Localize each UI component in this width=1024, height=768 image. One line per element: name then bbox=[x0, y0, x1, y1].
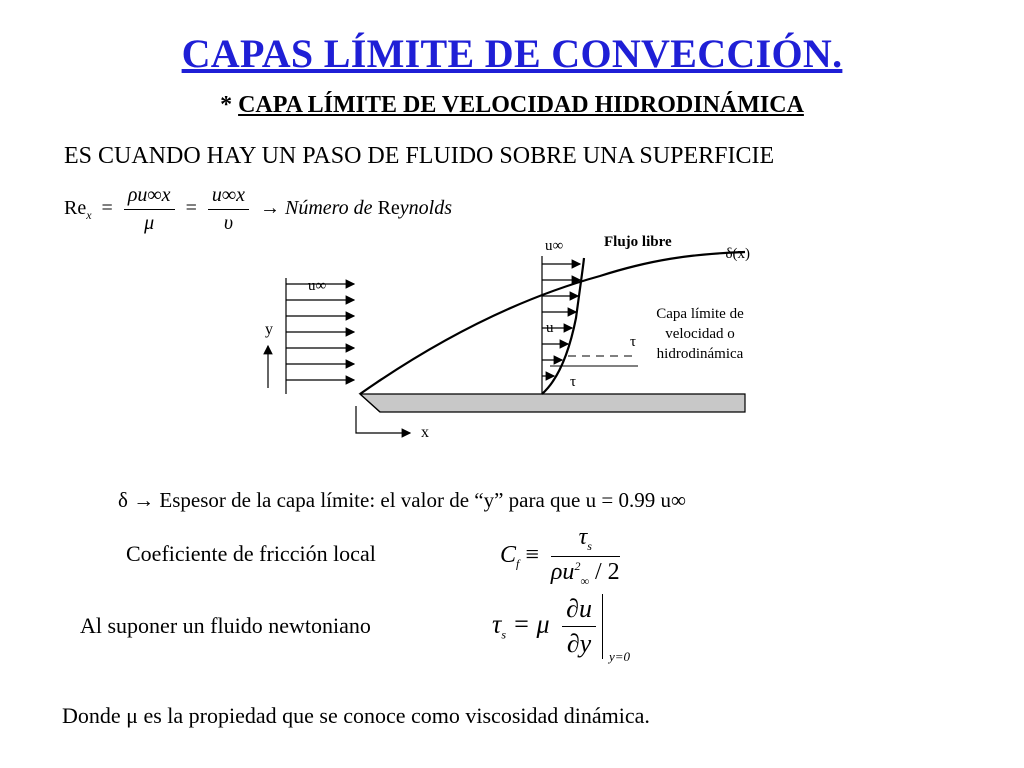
re-frac2-den: υ bbox=[223, 212, 233, 234]
cf-den-sub: ∞ bbox=[580, 573, 589, 588]
reynolds-equation: $Re_x$ = $\frac{\rho u\infty x}{\mu}$ = $\frac{u\infty x}{\upsilon}$ → Número de Reynolds bbox=[64, 184, 452, 234]
slide-subtitle bbox=[0, 92, 1024, 119]
re-lhs: Re bbox=[64, 197, 87, 220]
delta-x-label: δ(x) bbox=[725, 246, 750, 262]
subtitle-text: CAPA LÍMITE DE VELOCIDAD HIDRODINÁMICA bbox=[238, 92, 804, 118]
tau-bottom-label: τ bbox=[570, 374, 577, 390]
cf-label: Coeficiente de fricción local bbox=[126, 541, 376, 566]
delta-definition: δ → Espesor de la capa límite: el valor de “y” para que u = 0.99 u∞ bbox=[118, 488, 686, 512]
cf-lhs: C bbox=[500, 541, 517, 568]
cf-fraction bbox=[551, 524, 620, 589]
cf-lhs-sub: f bbox=[516, 556, 520, 571]
flujo-libre-label: Flujo libre bbox=[604, 234, 672, 250]
re-name-re: Re bbox=[377, 197, 400, 220]
tau-den: ∂y bbox=[566, 629, 592, 658]
inlet-velocity-profile bbox=[286, 278, 354, 394]
newtonian-label: Al suponer un fluido newtoniano bbox=[80, 613, 371, 638]
cf-num-sub: s bbox=[587, 538, 592, 553]
tau-lhs-sub: s bbox=[501, 627, 506, 642]
cf-den: ρu bbox=[550, 558, 575, 585]
shear-stress-equation bbox=[492, 594, 630, 664]
u-inf-left-label: u∞ bbox=[308, 278, 327, 294]
tau-num: ∂u bbox=[562, 594, 596, 627]
re-name-1: Número de bbox=[284, 197, 373, 220]
cf-num: τ bbox=[578, 524, 588, 550]
viscosity-note: Donde μ es la propiedad que se conoce como viscosidad dinámica. bbox=[62, 703, 650, 728]
re-frac1-num: ρu∞x bbox=[124, 184, 175, 210]
re-frac1-den: μ bbox=[144, 212, 155, 234]
capa-label-3: hidrodinámica bbox=[656, 346, 744, 362]
re-lhs-sub: x bbox=[86, 208, 92, 223]
re-arrow: → bbox=[259, 197, 280, 220]
subtitle-bullet: * bbox=[220, 92, 233, 118]
x-axis-label: x bbox=[421, 424, 429, 441]
u-inf-right-label: u∞ bbox=[545, 238, 564, 254]
re-name-2: ynolds bbox=[399, 197, 452, 220]
u-label: u bbox=[546, 320, 554, 336]
flat-plate bbox=[360, 394, 745, 412]
tau-lhs: τ bbox=[492, 609, 502, 639]
capa-label-2: velocidad o bbox=[665, 326, 735, 342]
re-frac2-num: u∞x bbox=[208, 184, 249, 210]
capa-label-1: Capa límite de bbox=[656, 306, 744, 322]
cf-den-tail: / 2 bbox=[595, 558, 620, 585]
tau-eval: y=0 bbox=[608, 648, 630, 664]
tau-fraction bbox=[562, 594, 603, 659]
re-fraction-2 bbox=[208, 184, 249, 235]
tau-eq-sign: = μ bbox=[512, 609, 550, 639]
slide-title: CAPAS LÍMITE DE CONVECCIÓN. bbox=[181, 31, 843, 76]
tau-top-label: τ bbox=[630, 334, 637, 350]
cf-equation bbox=[500, 524, 626, 589]
intro-text: ES CUANDO HAY UN PASO DE FLUIDO SOBRE UNA SUPERFICIE bbox=[64, 143, 775, 169]
y-axis-label: y bbox=[265, 321, 273, 338]
boundary-layer-diagram bbox=[250, 228, 750, 443]
cf-equiv: ≡ bbox=[525, 541, 539, 568]
cf-den-sup: 2 bbox=[574, 558, 581, 573]
re-fraction-1 bbox=[124, 184, 175, 235]
